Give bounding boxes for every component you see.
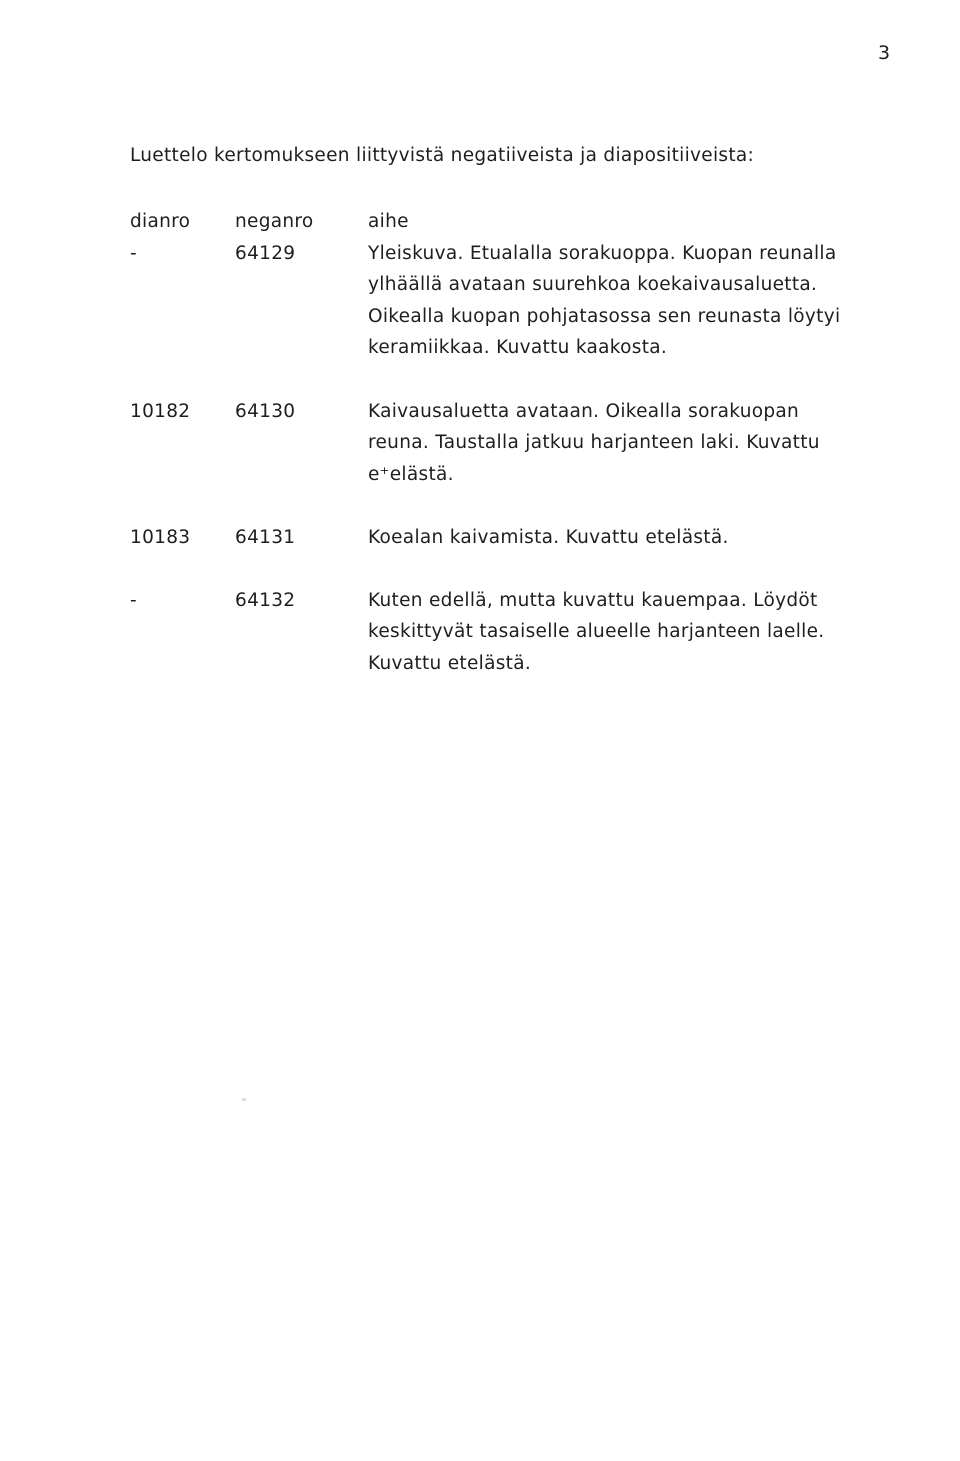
column-header-aihe: aihe bbox=[368, 211, 409, 232]
list-heading: Luettelo kertomukseen liittyvistä negatiiveista ja diapositiiveista: bbox=[130, 145, 755, 166]
table-header-row bbox=[130, 206, 910, 238]
neganro-cell: 64132 bbox=[235, 589, 296, 611]
aihe-cell bbox=[368, 585, 908, 680]
page-number: 3 bbox=[878, 42, 891, 64]
dianro-cell: - bbox=[130, 242, 137, 264]
neganro-cell: 64131 bbox=[235, 527, 296, 548]
aihe-line: Yleiskuva. Etualalla sorakuoppa. Kuopan reunalla bbox=[368, 242, 837, 264]
table-row bbox=[130, 522, 910, 554]
table-row bbox=[130, 396, 910, 491]
dianro-cell: 10183 bbox=[130, 527, 191, 548]
column-header-neganro: neganro bbox=[235, 211, 314, 232]
neganro-cell: 64129 bbox=[235, 242, 296, 264]
table-row bbox=[130, 238, 910, 364]
aihe-line: ylhäällä avataan suurehkoa koekaivausaluetta. bbox=[368, 274, 818, 295]
aihe-line: keskittyvät tasaiselle alueelle harjanteen laelle. bbox=[368, 621, 825, 642]
neganro-cell: 64130 bbox=[235, 400, 296, 422]
aihe-line: reuna. Taustalla jatkuu harjanteen laki. Kuvattu bbox=[368, 432, 820, 453]
aihe-cell bbox=[368, 396, 908, 491]
aihe-cell bbox=[368, 238, 908, 364]
scan-speck bbox=[240, 1098, 248, 1101]
aihe-line: keramiikkaa. Kuvattu kaakosta. bbox=[368, 337, 668, 358]
dianro-cell: - bbox=[130, 589, 137, 611]
negative-list-table bbox=[130, 206, 910, 679]
aihe-line: Koealan kaivamista. Kuvattu etelästä. bbox=[368, 527, 729, 548]
dianro-cell: 10182 bbox=[130, 400, 191, 422]
aihe-line: Kuten edellä, mutta kuvattu kauempaa. Löydöt bbox=[368, 589, 818, 611]
column-header-dianro: dianro bbox=[130, 211, 191, 232]
aihe-line: Kuvattu etelästä. bbox=[368, 652, 532, 674]
aihe-cell bbox=[368, 522, 908, 554]
aihe-line: Oikealla kuopan pohjatasossa sen reunasta löytyi bbox=[368, 305, 841, 327]
table-row bbox=[130, 585, 910, 680]
aihe-line: Kaivausaluetta avataan. Oikealla sorakuopan bbox=[368, 400, 800, 422]
aihe-line: e⁺elästä. bbox=[368, 463, 454, 485]
